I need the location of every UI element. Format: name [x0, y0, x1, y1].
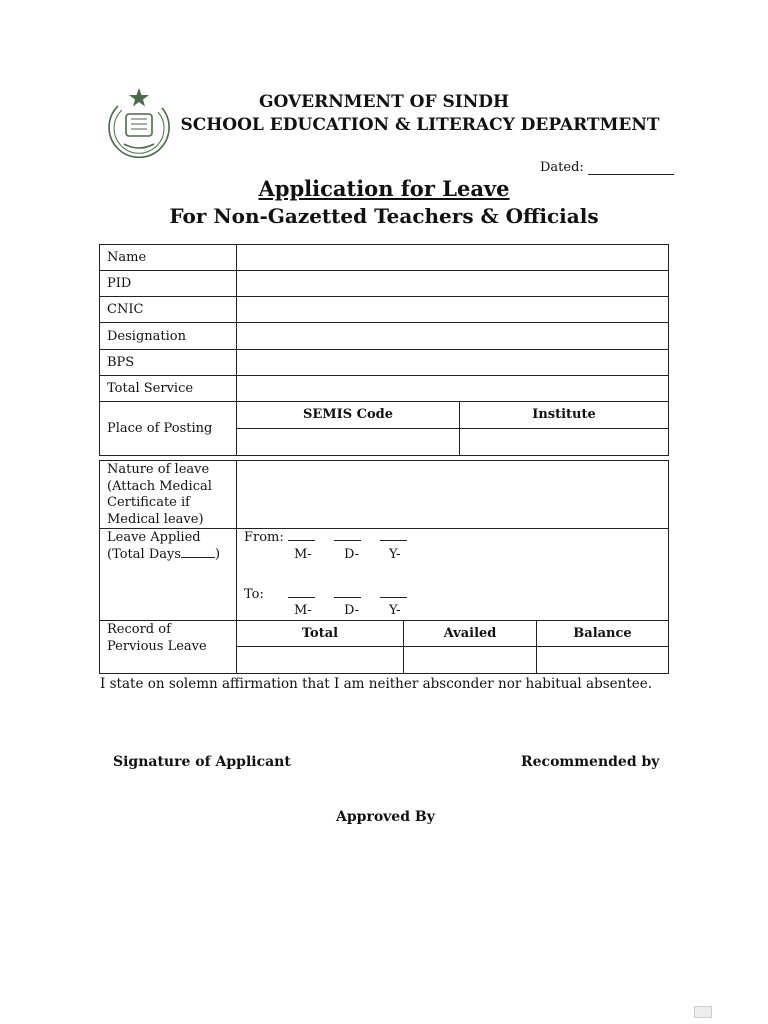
personal-details-table	[99, 244, 669, 456]
semis-code-header: SEMIS Code	[237, 402, 460, 428]
record-total-header: Total	[237, 621, 404, 646]
to-y-label: Y-	[389, 603, 401, 618]
recommended-by-label: Recommended by	[521, 754, 660, 770]
nature-of-leave-input[interactable]	[237, 461, 669, 529]
total-days-label: (Total Days	[107, 546, 182, 562]
field-input-total-service[interactable]	[237, 376, 669, 402]
record-availed-input[interactable]	[404, 646, 537, 673]
from-day-blank[interactable]	[334, 530, 361, 541]
institute-input[interactable]	[460, 428, 669, 455]
field-input-pid[interactable]	[237, 271, 669, 297]
record-subtable	[237, 621, 668, 673]
to-d-label: D-	[344, 603, 360, 618]
field-input-designation[interactable]	[237, 323, 669, 350]
department-name: SCHOOL EDUCATION & LITERACY DEPARTMENT	[180, 115, 660, 135]
to-day-blank[interactable]	[334, 587, 361, 598]
signature-applicant-label: Signature of Applicant	[113, 754, 291, 770]
form-subtitle: For Non-Gazetted Teachers & Officials	[169, 204, 599, 228]
to-month-blank[interactable]	[288, 587, 315, 598]
from-label: From:	[244, 530, 284, 545]
to-m-label: M-	[294, 603, 312, 618]
field-input-bps[interactable]	[237, 350, 669, 376]
form-title: Application for Leave	[258, 176, 510, 201]
dated-label: Dated:	[540, 160, 584, 175]
record-previous-leave-label: Record of Pervious Leave	[100, 621, 237, 674]
institute-header: Institute	[460, 402, 669, 428]
affirmation-statement: I state on solemn affirmation that I am neither absconder nor habitual absentee.	[100, 676, 653, 692]
approved-by-label: Approved By	[336, 809, 435, 825]
leave-dates	[237, 529, 668, 617]
from-year-blank[interactable]	[380, 530, 407, 541]
record-balance-header: Balance	[537, 621, 669, 646]
leave-applied-label	[100, 529, 237, 621]
record-balance-input[interactable]	[537, 646, 669, 673]
org-name: GOVERNMENT OF SINDH	[258, 92, 510, 112]
nature-of-leave-label: Nature of leave (Attach Medical Certificate if Medical leave)	[100, 461, 237, 529]
from-d-label: D-	[344, 547, 360, 562]
field-label-bps: BPS	[100, 350, 237, 376]
field-label-pid: PID	[100, 271, 237, 297]
to-label: To:	[244, 587, 264, 602]
leave-applied-text: Leave Applied	[107, 530, 201, 545]
total-days-field[interactable]: (Total Days )	[107, 546, 221, 562]
record-total-input[interactable]	[237, 646, 404, 673]
to-year-blank[interactable]	[380, 587, 407, 598]
record-availed-header: Availed	[404, 621, 537, 646]
field-input-name[interactable]	[237, 245, 669, 271]
from-y-label: Y-	[389, 547, 401, 562]
field-label-cnic: CNIC	[100, 297, 237, 323]
dated-field[interactable]	[540, 160, 674, 175]
from-month-blank[interactable]	[288, 530, 315, 541]
from-m-label: M-	[294, 547, 312, 562]
field-label-designation: Designation	[100, 323, 237, 350]
field-input-cnic[interactable]	[237, 297, 669, 323]
field-label-total-service: Total Service	[100, 376, 237, 402]
posting-subtable	[237, 402, 668, 455]
leave-details-table	[99, 460, 669, 674]
field-label-name: Name	[100, 245, 237, 271]
field-label-place-of-posting: Place of Posting	[100, 402, 237, 456]
corner-watermark-icon	[694, 1006, 712, 1018]
dated-blank[interactable]	[588, 162, 674, 175]
semis-code-input[interactable]	[237, 428, 460, 455]
